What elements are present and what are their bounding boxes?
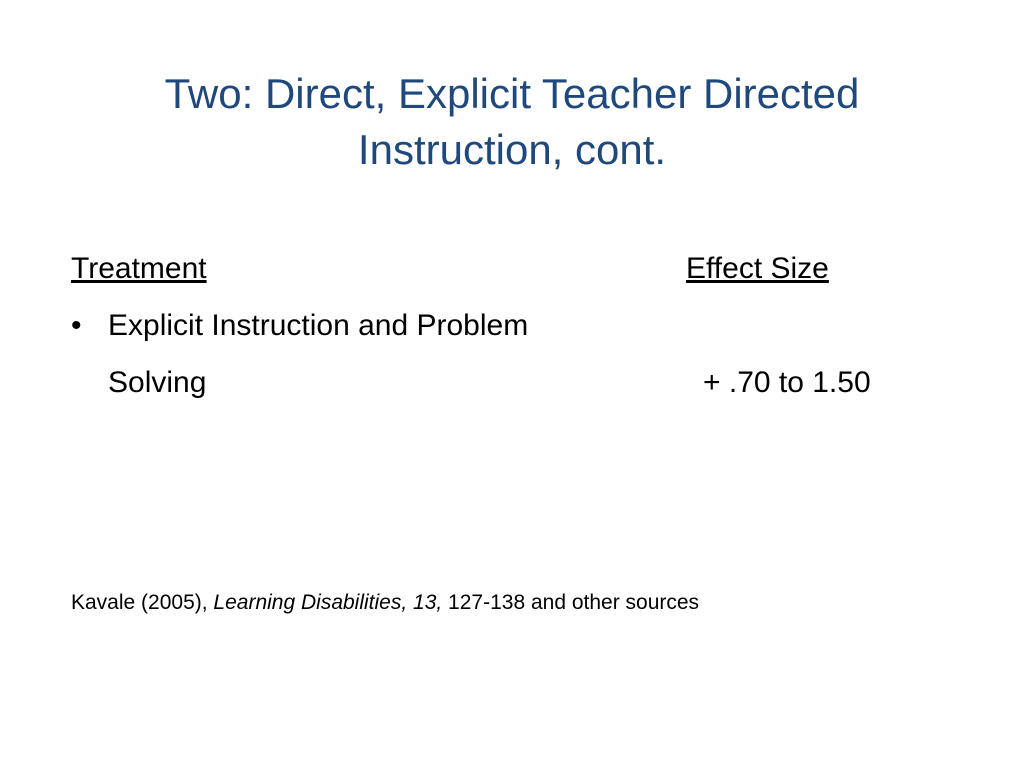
treatment-item-line-1: Explicit Instruction and Problem (108, 309, 529, 342)
citation-journal: Learning Disabilities, 13, (213, 591, 443, 614)
citation-prefix: Kavale (2005), (71, 591, 214, 614)
effect-size-value: + .70 to 1.50 (703, 366, 871, 399)
citation (71, 589, 699, 617)
citation-suffix: 127-138 and other sources (442, 591, 700, 614)
effect-size-header: Effect Size (686, 252, 829, 285)
treatment-header: Treatment (71, 252, 207, 285)
treatment-item-line-2: Solving (108, 366, 207, 399)
slide-title (60, 66, 964, 178)
title-line-1: Two: Direct, Explicit Teacher Directed (164, 70, 860, 117)
title-line-2: Instruction, cont. (357, 126, 667, 173)
bullet-icon: • (71, 309, 82, 342)
